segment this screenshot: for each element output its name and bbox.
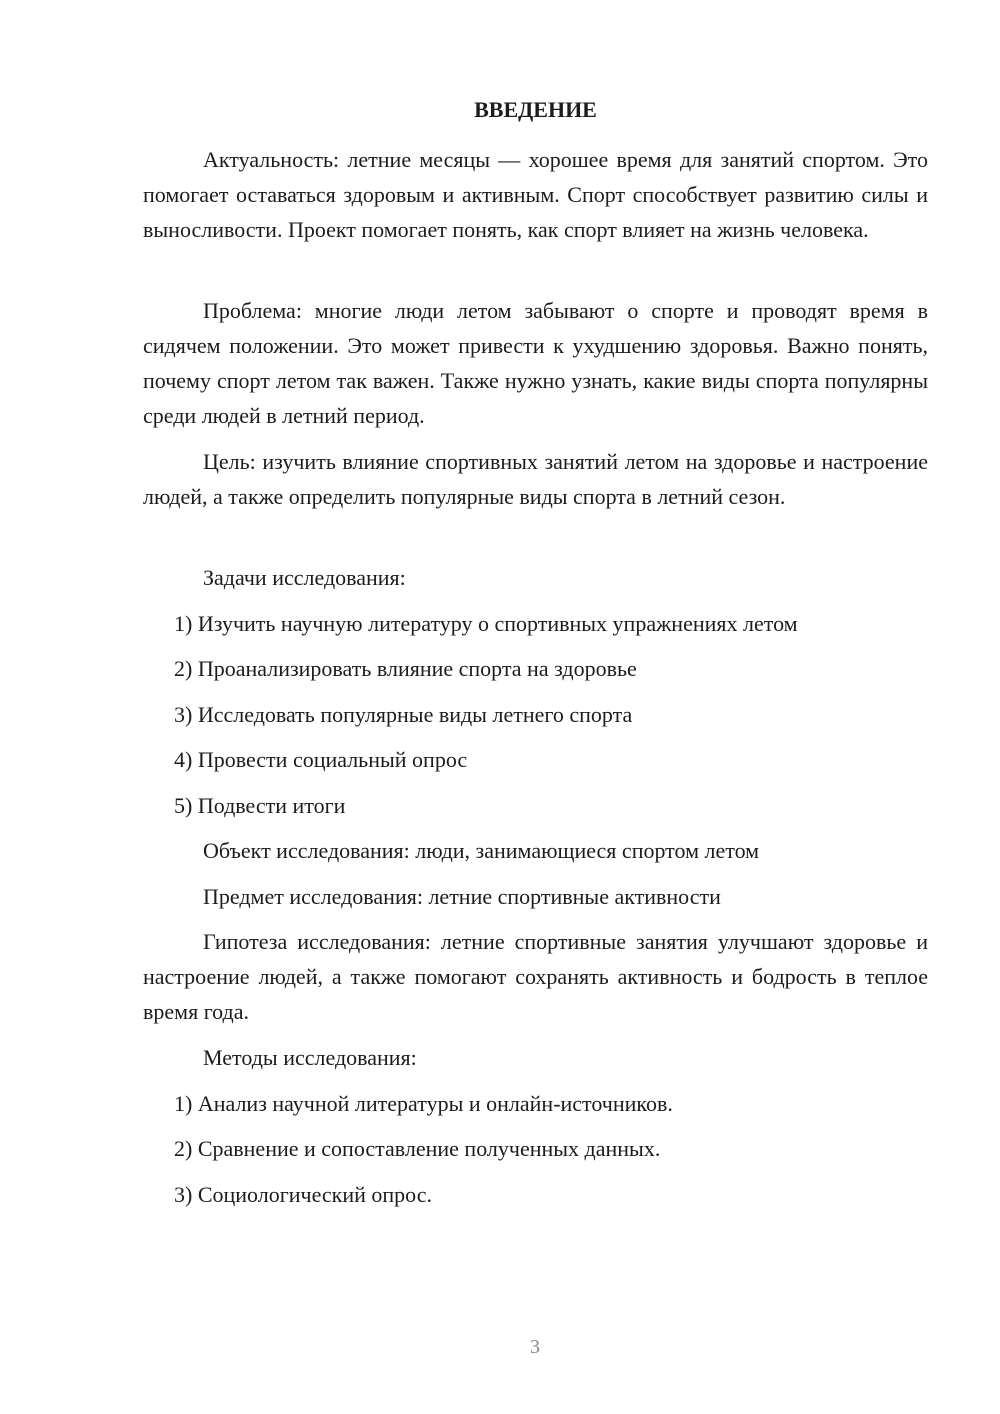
method-item: 1) Анализ научной литературы и онлайн-источников. — [174, 1091, 673, 1116]
task-item: 2) Проанализировать влияние спорта на здоровье — [174, 656, 637, 681]
page-number: 3 — [530, 1336, 540, 1358]
task-item: 5) Подвести итоги — [174, 793, 346, 818]
tasks-heading: Задачи исследования: — [203, 565, 406, 590]
goal-paragraph: Цель: изучить влияние спортивных занятий летом на здоровье и настроение людей, а также определить популярные виды спорта в летний сезон. — [143, 449, 928, 509]
problem-paragraph: Проблема: многие люди летом забывают о спорте и проводят время в сидячем положении. Это может привести к ухудшению здоровья. Важно понять, почему спорт летом так важен. Также нужно узнать, какие виды спорта популярны среди людей в летний период. — [143, 298, 928, 428]
task-item: 3) Исследовать популярные виды летнего спорта — [174, 702, 633, 727]
relevance-paragraph: Актуальность: летние месяцы — хорошее время для занятий спортом. Это помогает оставаться здоровым и активным. Спорт способствует развитию силы и выносливости. Проект помогает понять, как спорт влияет на жизнь человека. — [143, 147, 928, 242]
hypothesis-paragraph: Гипотеза исследования: летние спортивные занятия улучшают здоровье и настроение людей, а также помогают сохранять активность и бодрость в теплое время года. — [143, 929, 928, 1024]
task-item: 1) Изучить научную литературу о спортивных упражнениях летом — [174, 611, 798, 636]
research-object: Объект исследования: люди, занимающиеся спортом летом — [203, 838, 760, 863]
section-title: ВВЕДЕНИЕ — [474, 97, 597, 122]
task-item: 4) Провести социальный опрос — [174, 747, 468, 772]
research-subject: Предмет исследования: летние спортивные активности — [203, 884, 721, 909]
methods-heading: Методы исследования: — [203, 1045, 417, 1070]
method-item: 3) Социологический опрос. — [174, 1182, 432, 1207]
method-item: 2) Сравнение и сопоставление полученных данных. — [174, 1136, 661, 1161]
